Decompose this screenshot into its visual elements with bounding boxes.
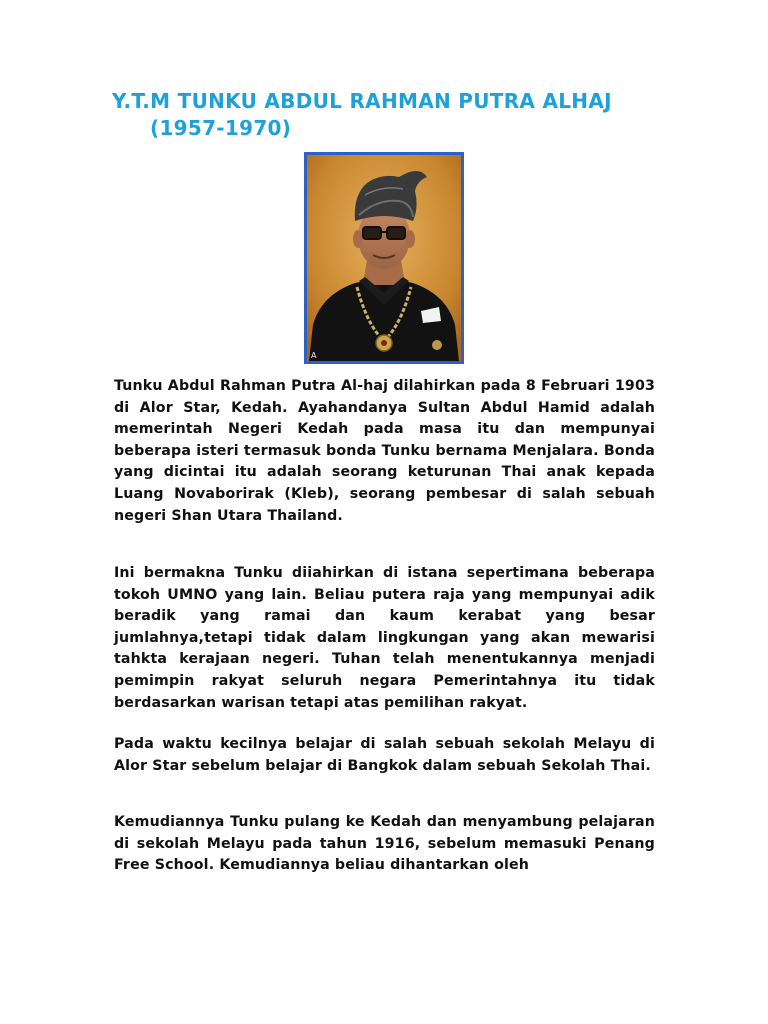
title-line-1: Y.T.M TUNKU ABDUL RAHMAN PUTRA ALHAJ [112, 89, 612, 113]
document-title [112, 88, 612, 142]
paragraph-4: Kemudiannya Tunku pulang ke Kedah dan menyambung pelajaran di sekolah Melayu pada tahun 1916, sebelum memasuki Penang Free School. Kemudiannya beliau dihantarkan oleh [114, 814, 655, 874]
portrait-image [304, 152, 464, 364]
portrait-caption-letter: A [311, 351, 317, 360]
paragraph-3: Pada waktu kecilnya belajar di salah sebuah sekolah Melayu di Alor Star sebelum belajar di Bangkok dalam sebuah Sekolah Thai. [114, 736, 655, 774]
title-line-2: (1957-1970) [150, 116, 292, 140]
paragraph-1: Tunku Abdul Rahman Putra Al-haj dilahirkan pada 8 Februari 1903 di Alor Star, Kedah. Ayahandanya Sultan Abdul Hamid adalah memerintah Negeri Kedah pada masa itu dan mempunyai beberapa isteri termasuk bonda Tunku bernama Menjalara. Bonda yang dicintai itu adalah seorang keturunan Thai anak kepada Luang Novaborirak (Kleb), seorang pembesar di salah sebuah negeri Shan Utara Thailand. [114, 378, 655, 524]
paragraph-2: Ini bermakna Tunku diiahirkan di istana sepertimana beberapa tokoh UMNO yang lain. Beliau putera raja yang mempunyai adik beradik yang ramai dan kaum kerabat yang besar jumlahnya,tetapi tidak dalam lingkungan yang akan mewarisi tahkta kerajaan negeri. Tuhan telah menentukannya menjadi pemimpin rakyat seluruh negara Pemerintahnya itu tidak berdasarkan warisan tetapi atas pemilihan rakyat. [114, 565, 655, 711]
portrait-illustration [307, 155, 461, 361]
